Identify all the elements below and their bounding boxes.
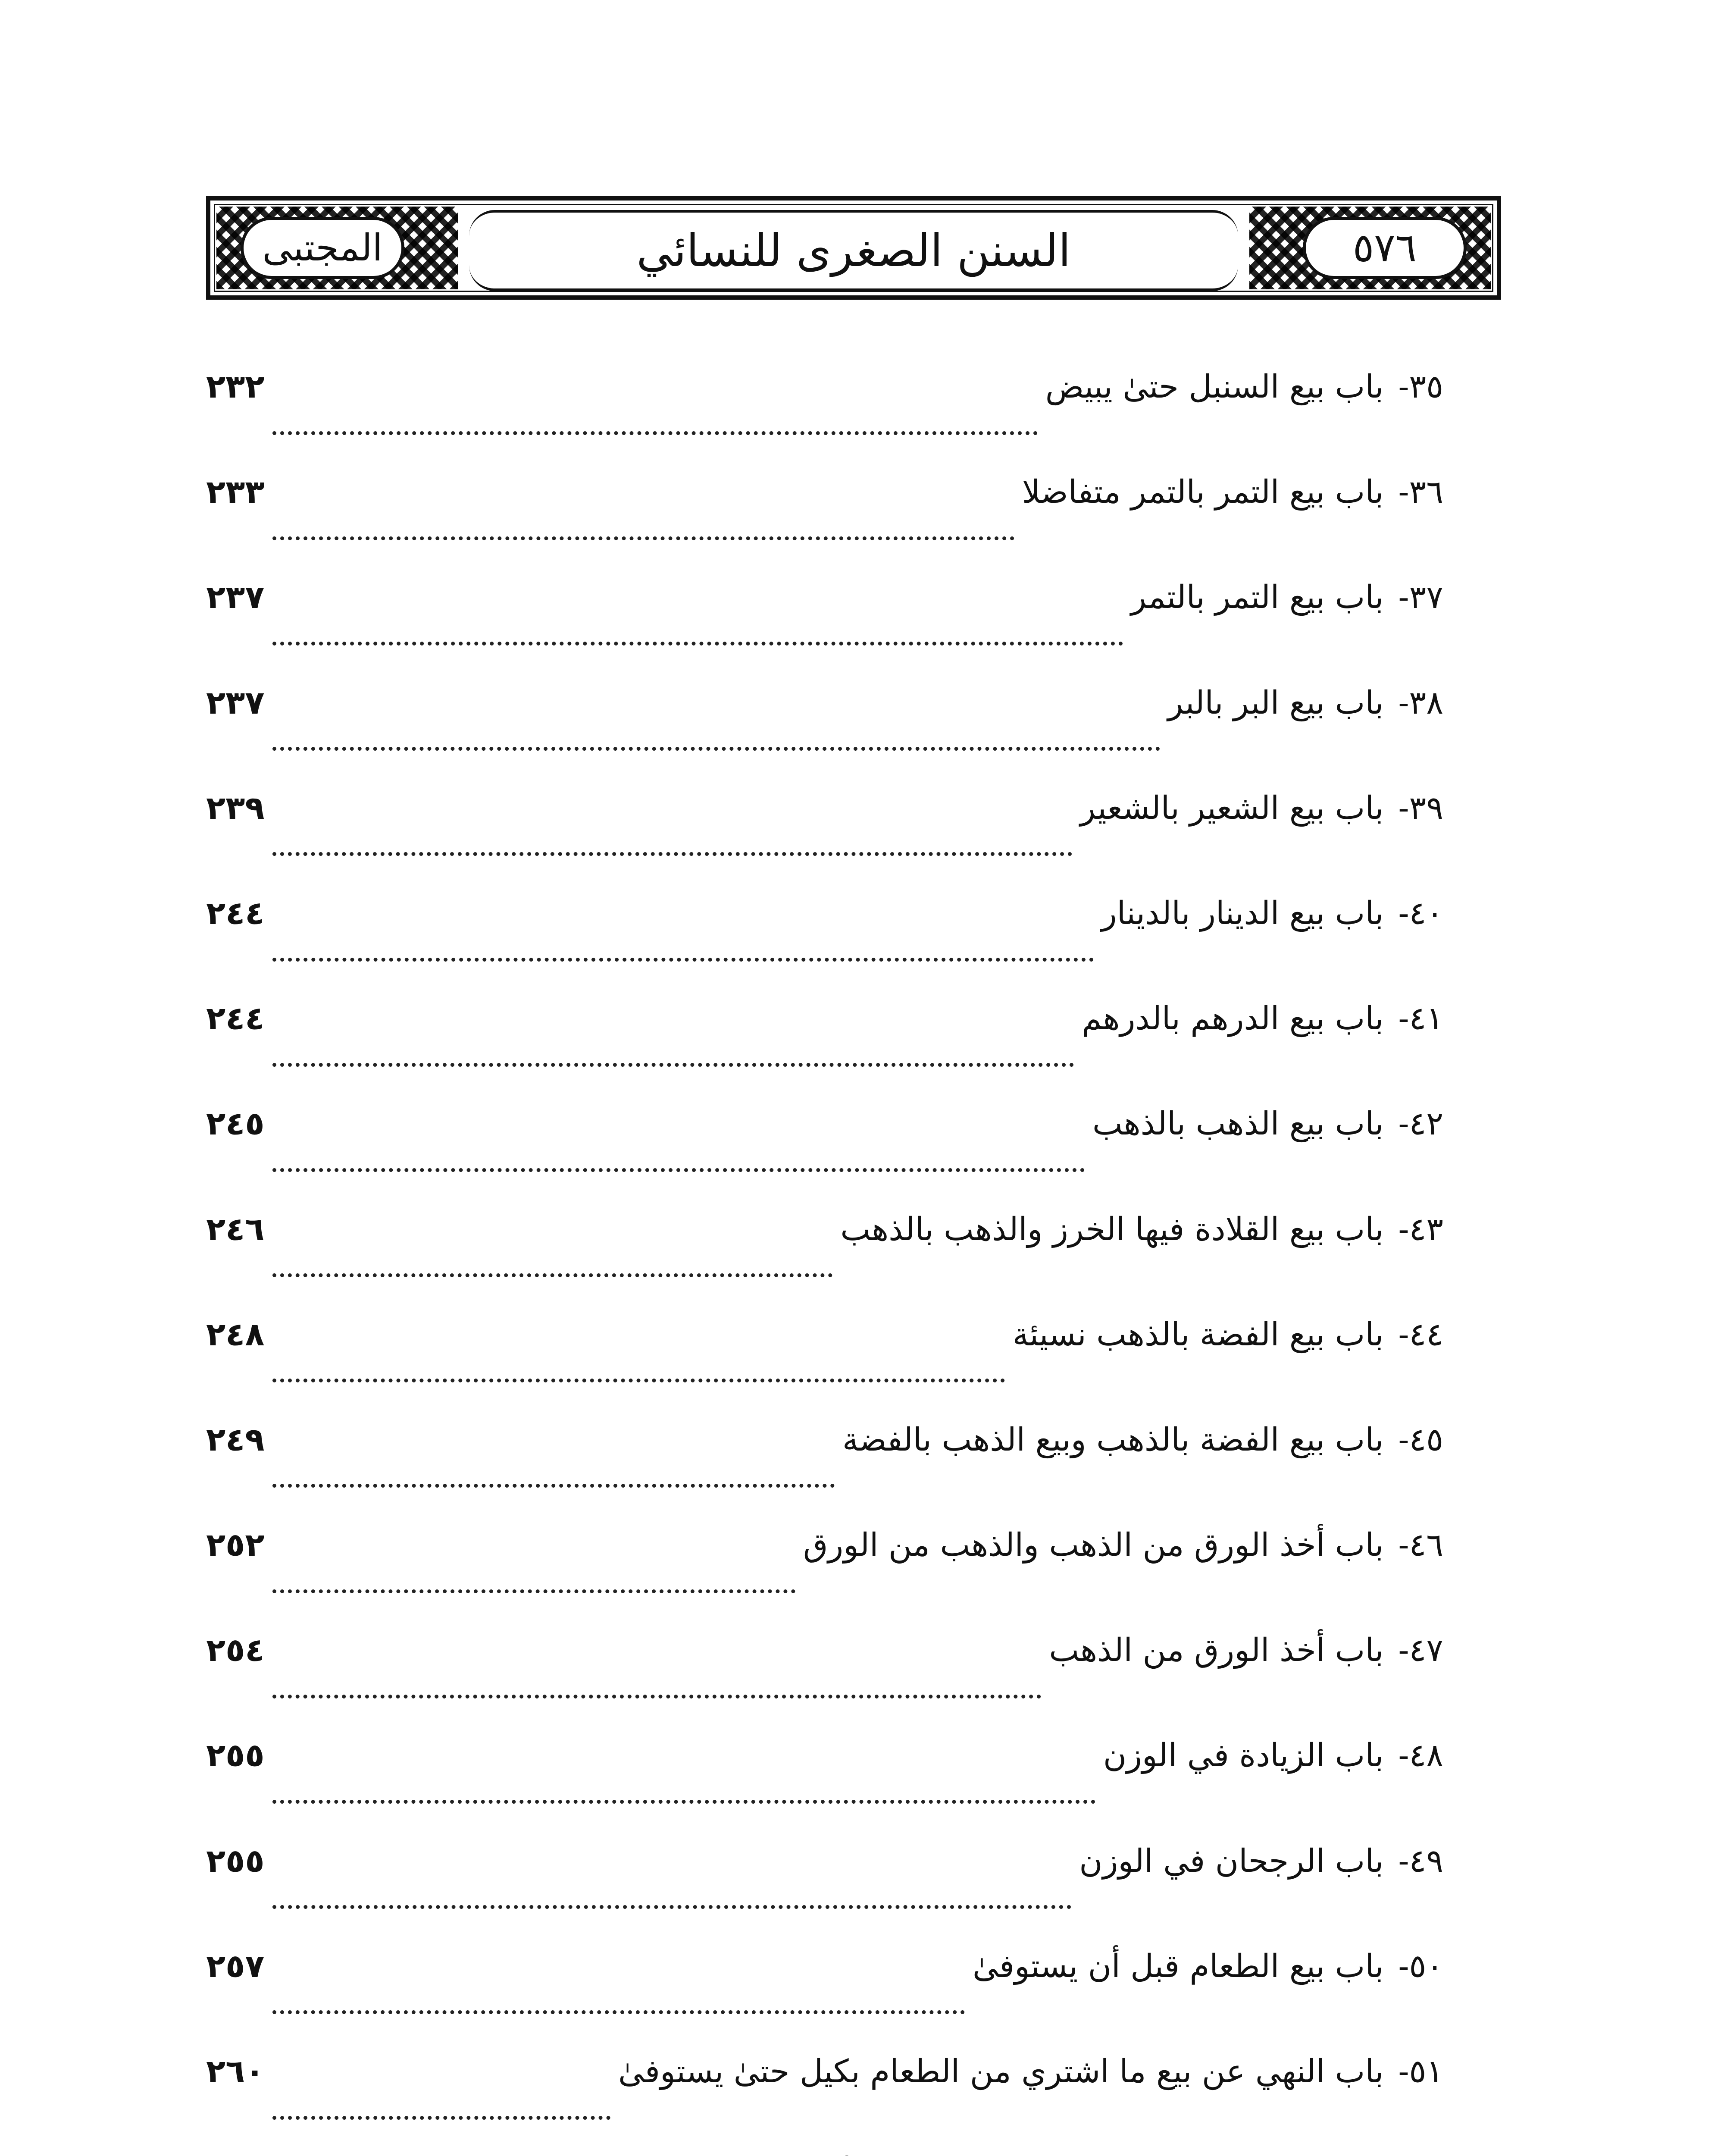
toc-entry-dash: - [1398,789,1409,827]
toc-entry [206,1526,1443,1634]
toc-entry-dash: - [1398,1421,1409,1458]
toc-entry-number: ٤٦ [1409,1526,1443,1564]
toc-entry-title: باب بيع الذهب بالذهب [1092,1105,1384,1143]
toc-entry-dash: - [1398,1316,1409,1353]
toc-entry-title: باب بيع الطعام قبل أن يستوفىٰ [973,1947,1384,1985]
page-number-cartouche [1303,217,1467,279]
toc-entry [206,1105,1443,1213]
toc-entry [206,1210,1443,1319]
toc-entry-title: باب بيع الفضة بالذهب وبيع الذهب بالفضة [842,1421,1384,1458]
toc-entry-number: ٤٤ [1409,1316,1443,1353]
toc-entry-page: ٢٤٤ [206,894,265,932]
toc-entry [206,1000,1443,1108]
toc-entry-number: ٥٠ [1409,1947,1443,1985]
toc-entry-number: ٣٨ [1409,684,1443,721]
toc-entry-title: باب بيع الفضة بالذهب نسيئة [1012,1316,1384,1353]
toc-entry-dash: - [1398,368,1409,405]
book-title-band [469,210,1238,291]
toc-entry-dash: - [1398,473,1409,511]
toc-entry-page: ٢٥٢ [206,1526,265,1564]
toc-dot-leader [272,642,1123,646]
toc-entry-page: ٢٥٤ [206,1632,265,1669]
toc-entry-page: ٢٤٦ [206,1210,265,1248]
page-header [206,196,1501,300]
toc-entry-page: ٢٤٩ [206,1421,265,1458]
toc-entry [206,1947,1443,2056]
toc-entry-dash: - [1398,1210,1409,1248]
toc-entry-title: باب بيع التمر بالتمر متفاضلا [1022,473,1384,511]
toc-entry-dash: - [1398,1105,1409,1143]
toc-entry-number: ٤٢ [1409,1105,1443,1143]
toc-entry-title: باب بيع الدرهم بالدرهم [1082,1000,1384,1037]
toc-dot-leader [272,1589,795,1593]
toc-entry-dash: - [1398,1632,1409,1669]
toc-entry-number: ٣٦ [1409,473,1443,511]
toc-entry-dash: - [1398,684,1409,721]
toc-entry-number: ٤٧ [1409,1632,1443,1669]
book-short-title: المجتبى [262,226,383,270]
toc-dot-leader [272,2010,965,2014]
toc-entry-dash: - [1398,1526,1409,1564]
toc-entry-page: ٢٥٧ [206,1947,265,1985]
toc-dot-leader [272,852,1073,856]
toc-dot-leader [272,536,1014,540]
toc-entry-dash: - [1398,2053,1409,2090]
toc-entry-page: ٢٤٥ [206,1105,265,1143]
toc-entry [206,789,1443,897]
toc-entry [206,1739,1443,1845]
toc-entry-number: ٤٥ [1409,1421,1443,1458]
toc-dot-leader [272,431,1038,435]
toc-entry-page: ٢٤٤ [206,1000,265,1037]
toc-entry-page: ٢٣٣ [206,473,265,511]
toc-dot-leader [272,1800,1095,1804]
toc-entry-number: ٣٩ [1409,789,1443,827]
toc-entry-dash: - [1398,894,1409,932]
book-short-title-cartouche [241,217,404,279]
toc-entry-number: ٤٠ [1409,894,1443,932]
toc-entry [206,684,1443,792]
toc-dot-leader [272,1168,1085,1172]
toc-entry-dash: - [1398,579,1409,616]
page-number: ٥٧٦ [1352,225,1417,271]
toc-entry-page: ٢٥٥ [206,1842,265,1880]
toc-entry-page: ٢٥٥ [206,1737,265,1774]
toc-dot-leader [272,1905,1072,1909]
toc-entry-title: باب الزيادة في الوزن [1103,1737,1384,1774]
toc-entry-dash: - [1398,1842,1409,1880]
toc-entry [206,1634,1443,1739]
toc-dot-leader [272,1273,833,1277]
toc-entry-page: ٢٣٢ [206,368,265,405]
toc-entry-number: ٤١ [1409,1000,1443,1037]
toc-entry [206,2053,1443,2156]
toc-entry [206,1316,1443,1424]
toc-entry-number: ٤٣ [1409,1210,1443,1248]
toc-dot-leader [272,1063,1074,1067]
toc-dot-leader [272,1484,835,1488]
toc-entry-dash: - [1398,1000,1409,1037]
toc-entry-title: باب بيع البر بالبر [1167,684,1384,721]
toc-entry-title: باب بيع الشعير بالشعير [1080,789,1384,827]
table-of-contents [206,368,1443,2156]
toc-entry [206,581,1443,686]
toc-entry-dash: - [1398,1737,1409,1774]
toc-entry-dash: - [1398,1947,1409,1985]
toc-entry [206,368,1443,476]
toc-entry-number: ٤٨ [1409,1737,1443,1774]
toc-entry-page: ٢٣٧ [206,579,265,616]
toc-entry-page: ٢٣٩ [206,789,265,827]
toc-entry-page: ٢٣٧ [206,684,265,721]
toc-entry-title: باب بيع السنبل حتىٰ يبيض [1045,368,1384,405]
toc-entry-page: ٢٤٨ [206,1316,265,1353]
toc-dot-leader [272,958,1094,962]
toc-dot-leader [272,2116,610,2120]
toc-entry-title: باب النهي عن بيع ما اشتري من الطعام بكيل حتىٰ يستوفىٰ [618,2053,1384,2090]
toc-entry-page: ٢٦٠ [206,2053,265,2090]
toc-entry-number: ٣٧ [1409,579,1443,616]
toc-entry-number: ٤٩ [1409,1842,1443,1880]
toc-dot-leader [272,1695,1042,1698]
toc-entry-title: باب بيع الدينار بالدينار [1101,894,1384,932]
toc-entry-title: باب أخذ الورق من الذهب [1049,1632,1384,1669]
toc-entry-number: ٥١ [1409,2053,1443,2090]
toc-entry [206,473,1443,581]
toc-entry-number: ٣٥ [1409,368,1443,405]
toc-entry [206,894,1443,1003]
book-title: السنن الصغرى للنسائي [636,224,1071,277]
toc-entry-title: باب أخذ الورق من الذهب والذهب من الورق [803,1526,1384,1564]
toc-entry [206,1842,1443,1950]
toc-dot-leader [272,747,1160,751]
toc-entry-title: باب بيع التمر بالتمر [1131,579,1384,616]
toc-entry-title: باب الرجحان في الوزن [1079,1842,1384,1880]
toc-dot-leader [272,1379,1005,1382]
toc-entry [206,1421,1443,1529]
toc-entry-title: باب بيع القلادة فيها الخرز والذهب بالذهب [840,1210,1384,1248]
